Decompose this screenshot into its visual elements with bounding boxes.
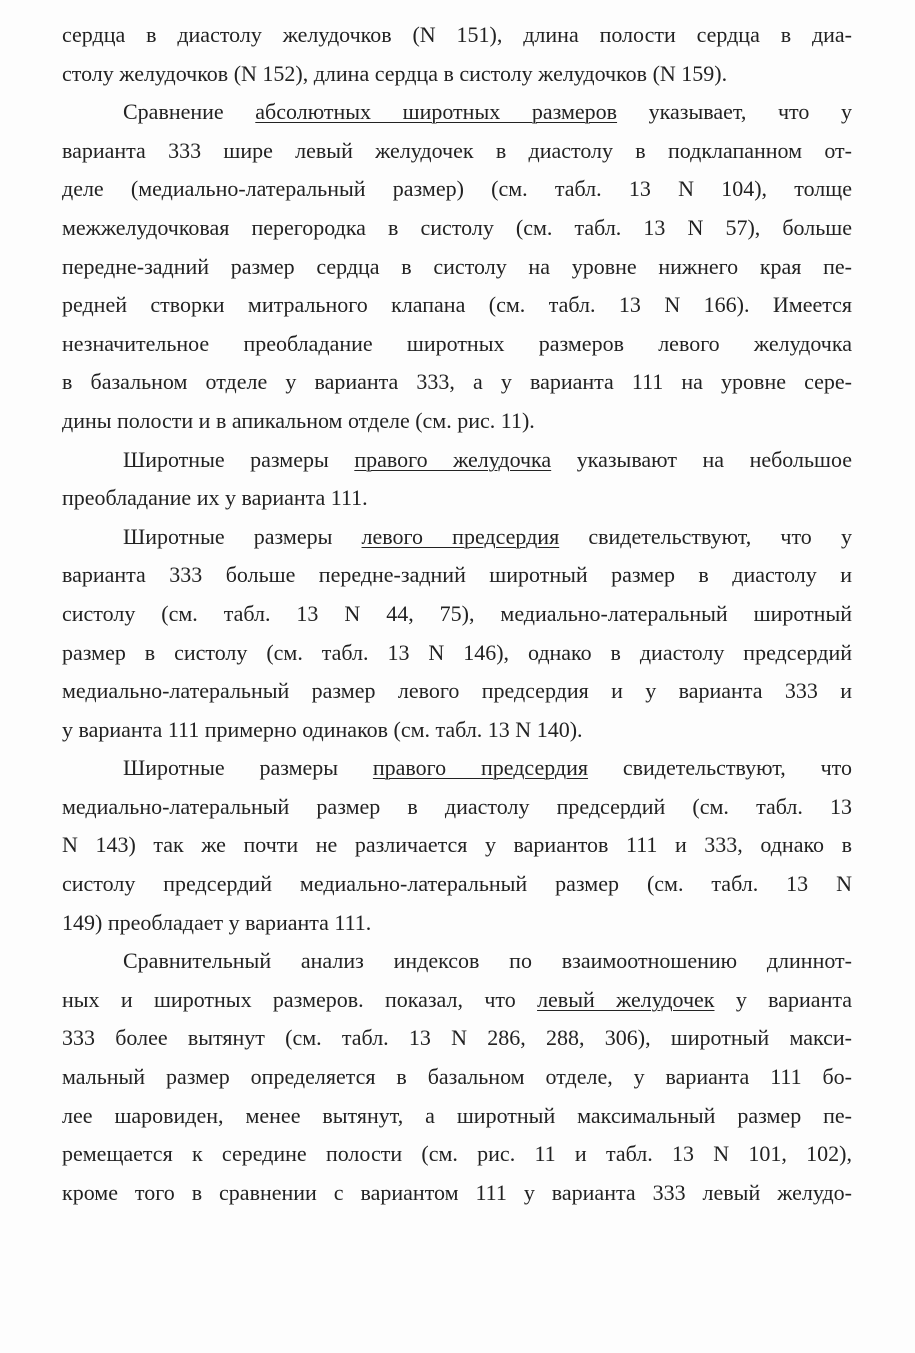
text-segment: сердца в диастолу желудочков (N 151), длина полости сердца в диа- — [62, 22, 852, 47]
text-line — [62, 518, 852, 557]
text-line — [62, 170, 852, 209]
underlined-term: левого предсердия — [361, 523, 560, 549]
text-segment: деле (медиально-латеральный размер) (см. табл. 13 N 104), толще — [62, 176, 852, 202]
text-segment: преобладание их у варианта 111. — [62, 485, 368, 511]
text-line — [62, 1019, 852, 1058]
text-line — [62, 16, 852, 55]
text-segment: медиально-латеральный размер левого предсердия и у варианта 333 и — [62, 678, 852, 704]
text-segment: Широтные размеры — [123, 755, 373, 781]
underlined-term: левый желудочек — [537, 986, 715, 1012]
text-line — [62, 479, 852, 518]
text-segment: Сравнительный анализ индексов по взаимоотношению длиннот- — [123, 948, 852, 974]
text-segment: N 143) так же почти не различается у вариантов 111 и 333, однако в — [62, 832, 852, 858]
text-segment: Сравнение — [123, 99, 256, 125]
text-segment: указывают на небольшое — [551, 446, 852, 472]
paragraph — [62, 942, 852, 1212]
text-line — [62, 672, 852, 711]
text-segment: варианта 333 шире левый желудочек в диастолу в подклапанном от- — [62, 137, 852, 163]
text-line — [62, 93, 852, 132]
text-line — [62, 826, 852, 865]
text-segment: дины полости и в апикальном отделе (см. рис. 11). — [62, 407, 535, 433]
text-line — [62, 788, 852, 827]
text-line — [62, 556, 852, 595]
text-segment: варианта 333 больше передне-задний широтный размер в диастолу и — [62, 562, 852, 588]
text-line — [62, 595, 852, 634]
text-segment: редней створки митрального клапана (см. табл. 13 N 166). Имеется — [62, 292, 852, 318]
text-segment: кроме того в сравнении с вариантом 111 у варианта 333 левый желудо- — [62, 1179, 852, 1205]
paragraph — [62, 441, 852, 518]
text-segment: лее шаровиден, менее вытянут, а широтный максимальный размер пе- — [62, 1102, 852, 1128]
text-segment: медиально-латеральный размер в диастолу предсердий (см. табл. 13 — [62, 793, 852, 819]
paragraph — [62, 518, 852, 750]
text-line — [62, 904, 852, 943]
text-line — [62, 132, 852, 171]
text-segment: размер в систолу (см. табл. 13 N 146), однако в диастолу предсердий — [62, 639, 852, 665]
text-segment: указывает, что у — [617, 99, 852, 125]
text-segment: свидетельствуют, что у — [559, 523, 852, 549]
text-line — [62, 942, 852, 981]
text-line — [62, 441, 852, 480]
paragraph — [62, 16, 852, 93]
text-line — [62, 711, 852, 750]
text-segment: ных и широтных размеров. показал, что — [62, 986, 538, 1012]
text-line — [62, 865, 852, 904]
text-segment: у варианта 111 примерно одинаков (см. табл. 13 N 140). — [62, 716, 583, 742]
text-line — [62, 749, 852, 788]
text-segment: передне-задний размер сердца в систолу на уровне нижнего края пе- — [62, 253, 852, 279]
text-segment: Широтные размеры — [123, 446, 355, 472]
text-line — [62, 286, 852, 325]
text-line — [62, 325, 852, 364]
text-line — [62, 248, 852, 287]
text-line — [62, 1097, 852, 1136]
text-line — [62, 363, 852, 402]
text-line — [62, 1135, 852, 1174]
underlined-term: абсолютных широтных размеров — [255, 99, 618, 125]
text-segment: мальный размер определяется в базальном отделе, у варианта 111 бо- — [62, 1064, 852, 1090]
text-line — [62, 981, 852, 1020]
document-text — [62, 16, 852, 1212]
underlined-term: правого желудочка — [354, 446, 552, 472]
text-segment: незначительное преобладание широтных размеров левого желудочка — [62, 330, 852, 356]
underlined-term: правого предсердия — [372, 755, 589, 781]
text-segment: в базальном отделе у варианта 333, а у варианта 111 на уровне сере- — [62, 369, 852, 395]
text-segment: у варианта — [714, 986, 852, 1012]
text-line — [62, 55, 852, 94]
text-segment: свидетельствуют, что — [588, 755, 852, 781]
text-segment: систолу предсердий медиально-латеральный размер (см. табл. 13 N — [62, 871, 852, 897]
text-line — [62, 209, 852, 248]
text-segment: межжелудочковая перегородка в систолу (см. табл. 13 N 57), больше — [62, 214, 852, 240]
text-segment: систолу (см. табл. 13 N 44, 75), медиально-латеральный широтный — [62, 600, 852, 626]
text-line — [62, 1174, 852, 1213]
text-segment: 333 более вытянут (см. табл. 13 N 286, 288, 306), широтный макси- — [62, 1025, 852, 1051]
text-segment: столу желудочков (N 152), длина сердца в систолу желудочков (N 159). — [62, 60, 728, 86]
text-line — [62, 1058, 852, 1097]
text-segment: 149) преобладает у варианта 111. — [62, 909, 372, 935]
paragraph — [62, 93, 852, 440]
text-segment: Широтные размеры — [123, 523, 362, 549]
text-segment: ремещается к середине полости (см. рис. 11 и табл. 13 N 101, 102), — [62, 1141, 852, 1167]
text-line — [62, 634, 852, 673]
text-line — [62, 402, 852, 441]
paragraph — [62, 749, 852, 942]
